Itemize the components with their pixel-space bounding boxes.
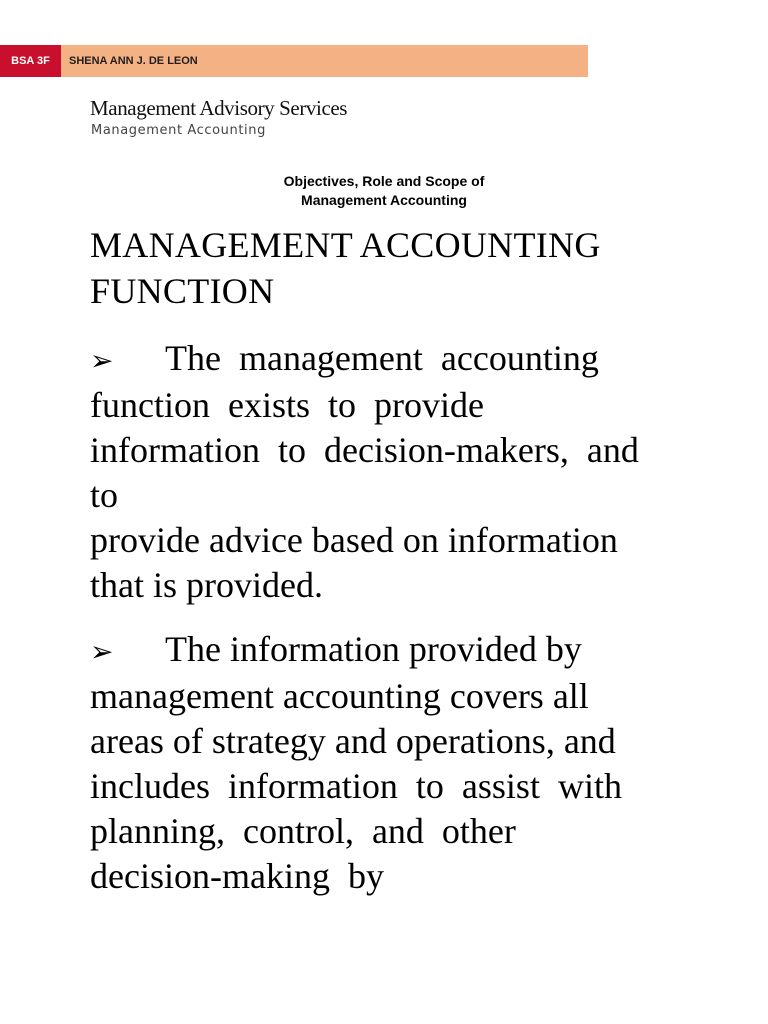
document-heading-line: Objectives, Role and Scope of xyxy=(283,173,485,189)
document-heading-line: Management Accounting xyxy=(301,192,467,208)
class-code-tag: BSA 3F xyxy=(0,45,61,77)
paragraph-text: The management accounting xyxy=(165,338,599,378)
document-heading xyxy=(244,172,524,210)
paragraph-line: to xyxy=(90,475,119,515)
paragraph-line: includes information to assist with xyxy=(90,766,622,806)
arrowhead-bullet-icon: ➢ xyxy=(90,344,114,377)
arrowhead-bullet-icon: ➢ xyxy=(90,635,114,668)
section-heading-line: FUNCTION xyxy=(90,271,275,311)
paragraph-information-scope xyxy=(90,627,690,899)
section-heading-line: MANAGEMENT ACCOUNTING xyxy=(90,225,601,265)
paragraph-function-purpose xyxy=(90,336,690,608)
header-bar xyxy=(0,45,588,77)
section-heading xyxy=(90,222,690,314)
paragraph-line: areas of strategy and operations, and xyxy=(90,721,616,761)
paragraph-line: management accounting covers all xyxy=(90,676,589,716)
paragraph-line: function exists to provide xyxy=(90,385,484,425)
paragraph-line: planning, control, and other xyxy=(90,811,516,851)
paragraph-line: information to decision-makers, and xyxy=(90,430,639,470)
paragraph-line: decision-making by xyxy=(90,856,384,896)
course-title: Management Advisory Services xyxy=(90,96,348,120)
author-name-tag: SHENA ANN J. DE LEON xyxy=(61,45,588,77)
paragraph-line: that is provided. xyxy=(90,565,323,605)
paragraph-text: The information provided by xyxy=(165,629,582,669)
paragraph-line xyxy=(90,627,690,674)
course-subtitle: Management Accounting xyxy=(91,123,266,138)
paragraph-line xyxy=(90,336,690,383)
paragraph-line: provide advice based on information xyxy=(90,520,618,560)
